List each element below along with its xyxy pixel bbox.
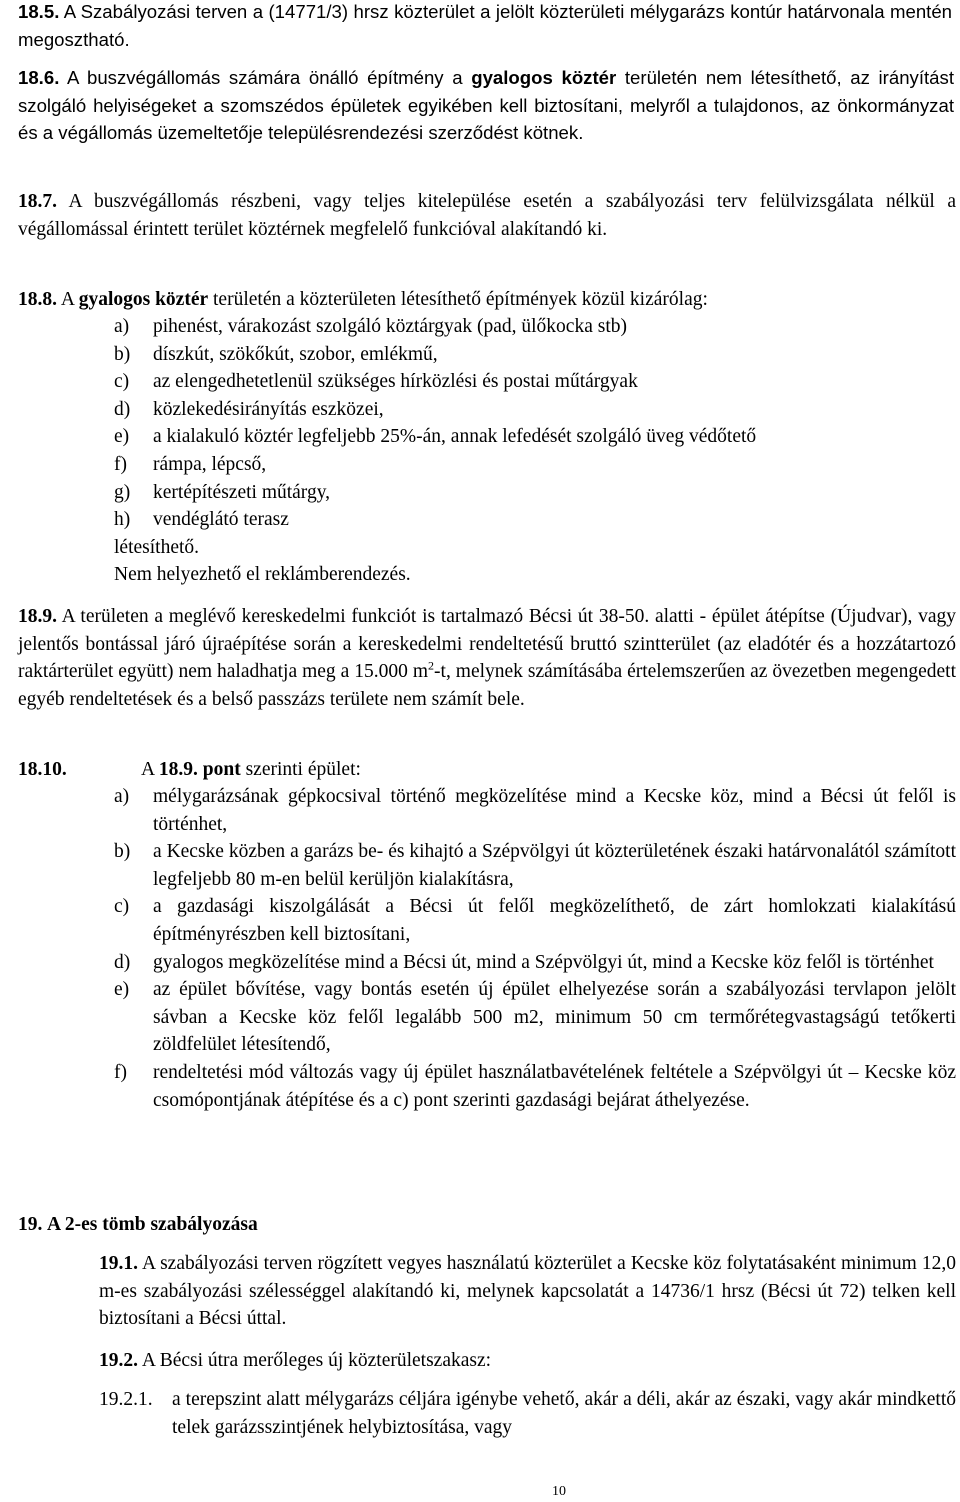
list-item-marker: d) (114, 951, 131, 973)
list-item (114, 423, 944, 451)
chapter-number: 19. (18, 1214, 43, 1235)
list-item (114, 341, 944, 369)
list-item-text: gyalogos megközelítése mind a Bécsi út, mind a Szépvölgyi út, mind a Kecske köz felől is történhet (153, 951, 934, 973)
list-item-text: vendéglátó terasz (153, 509, 289, 531)
section-19-2-1 (99, 1386, 956, 1441)
list-item-marker: b) (114, 343, 131, 365)
list-18-8 (114, 313, 944, 589)
list-item (114, 451, 944, 479)
section-text: A területen a meglévő kereskedelmi funkciót is tartalmazó Bécsi út 38-50. alatti - épület átépítse (Újudvar), vagy jelentős bontással járó újraépítése során a kereskedelmi rendeltetésű bruttó szintterület (az eladótér és a hozzátartozó raktárterület együtt) nem haladhatja meg a 15.000 m (18, 606, 956, 683)
section-text: A (141, 759, 159, 780)
list-item-text: rendeltetési mód változás vagy új épület használatbavételének feltétele a Szépvölgyi út – Kecske köz csomópontjának átépítése és a c) pont szerinti gazdasági bejárat áthelyezése. (153, 1061, 956, 1111)
list-item (114, 313, 944, 341)
list-item-marker: c) (114, 371, 130, 393)
section-number: 19.2. (99, 1350, 138, 1371)
section-number: 18.8. (18, 289, 57, 310)
list-item (114, 893, 956, 948)
list-item-marker: d) (114, 398, 131, 420)
list-item-marker: h) (114, 509, 131, 531)
list-item (114, 783, 956, 838)
list-item (114, 949, 956, 977)
list-item-marker: c) (114, 896, 130, 918)
emphasis-term: 18.9. pont (158, 759, 241, 780)
section-text: A buszvégállomás részbeni, vagy teljes kitelepülése esetén a szabályozási terv felülvizsgálata nélkül a végállomással érintett terület köztérnek megfelelő funkcióval alakítandó ki. (18, 191, 956, 240)
section-18-10 (18, 756, 956, 784)
list-item (114, 1059, 956, 1114)
section-text: A (60, 289, 79, 310)
emphasis-term: gyalogos köztér (471, 67, 617, 88)
list-item (114, 838, 956, 893)
section-number: 19.2.1. (99, 1389, 153, 1410)
list-item-text: mélygarázsának gépkocsival történő megközelítése mind a Kecske köz, mind a Bécsi út felől is történhet, (153, 786, 956, 835)
page-number: 10 (552, 1484, 566, 1499)
list-item-marker: e) (114, 426, 130, 448)
section-number: 18.7. (18, 191, 57, 212)
list-item-text: a gazdasági kiszolgálását a Bécsi út felől megközelíthető, de zárt homlokzati kialakítású építményrészben kell biztosítani, (153, 896, 956, 945)
section-number: 18.9. (18, 606, 57, 627)
list-item-marker: a) (114, 786, 130, 807)
list-item-marker: g) (114, 481, 131, 503)
list-item-text: az elengedhetetlenül szükséges hírközlési és postai műtárgyak (153, 371, 638, 393)
section-18-8 (18, 286, 956, 314)
chapter-title: A 2-es tömb szabályozása (47, 1214, 258, 1235)
list-item-text: a kialakuló köztér legfeljebb 25%-án, annak lefedését szolgáló üveg védőtető (153, 426, 757, 448)
list-closing: létesíthető. (114, 536, 200, 558)
list-item-text: díszkút, szökőkút, szobor, emlékmű, (153, 343, 438, 365)
section-text-cont: területén nem létesíthető, az irányítást szolgáló helyiségeket a szomszédos épületek egyikében kell biztosítani, melyről a tulajdonos, az önkormányzat és a végállomás üzemeltetője településrendezési szerződést kötnek. (18, 67, 954, 144)
section-19-2 (99, 1347, 956, 1375)
list-note: Nem helyezhető el reklámberendezés. (114, 564, 411, 586)
section-number: 18.5. (18, 1, 60, 22)
list-18-10 (114, 783, 956, 1114)
section-text-cont: szerinti épület: (240, 759, 361, 780)
section-text: A buszvégállomás számára önálló építmény a (66, 67, 472, 88)
list-item (114, 396, 944, 424)
section-18-5 (18, 0, 952, 53)
list-item-marker: a) (114, 316, 130, 337)
section-number: 19.1. (99, 1253, 138, 1274)
list-item-marker: f) (114, 1061, 127, 1083)
section-18-6 (18, 64, 954, 147)
section-text: A Bécsi útra merőleges új közterületszakasz: (141, 1350, 492, 1371)
list-item (114, 479, 944, 507)
section-text-cont: -t, melynek számításába értelemszerűen az övezetben megengedett egyéb rendeltetések és a belső passzázs területe nem számít bele. (18, 661, 956, 710)
list-item-marker: b) (114, 841, 131, 863)
section-19-1 (99, 1250, 956, 1333)
list-item (114, 506, 944, 534)
list-item-text: a Kecske közben a garázs be- és kihajtó a Szépvölgyi út közterületének északi határvonalától számított legfeljebb 80 m-en belül kerüljön kialakításra, (153, 841, 956, 890)
section-text: A Szabályozási terven a (14771/3) hrsz közterület a jelölt közterületi mélygarázs kontúr határvonala mentén megosztható. (18, 1, 953, 50)
list-item-text: kertépítészeti műtárgy, (153, 481, 331, 503)
list-item-text: rámpa, lépcső, (153, 453, 267, 475)
section-18-9 (18, 603, 956, 713)
list-item-text: közlekedésirányítás eszközei, (153, 398, 384, 420)
superscript: 2 (428, 658, 435, 673)
section-text: A szabályozási terven rögzített vegyes használatú közterület a Kecske köz folytatásaként minimum 12,0 m-es szabályozási szélességgel alakítandó ki, melynek kapcsolatát a 14736/1 hrsz (Bécsi út 72) telken kell biztosítani a Bécsi úttal. (99, 1253, 956, 1330)
section-text: a terepszint alatt mélygarázs céljára igénybe vehető, akár a déli, akár az északi, vagy akár mindkettő telek garázsszintjének helybiztosítása, vagy (172, 1389, 956, 1438)
list-item-marker: f) (114, 453, 127, 475)
list-item-marker: e) (114, 979, 130, 1001)
list-item (114, 976, 956, 1059)
emphasis-term: gyalogos köztér (78, 289, 209, 310)
list-item (114, 368, 944, 396)
list-item-text: az épület bővítése, vagy bontás esetén új épület elhelyezése során a szabályozási tervlapon jelölt sávban a Kecske köz felől legalább 500 m2, minimum 50 cm termőrétegvastagságú tetőkerti zöldfelület létesítendő, (153, 979, 956, 1056)
list-item-text: pihenést, várakozást szolgáló köztárgyak (pad, ülőkocka stb) (153, 316, 627, 337)
section-18-7 (18, 188, 956, 243)
section-text-cont: területén a közterületen létesíthető építmények közül kizárólag: (208, 289, 708, 310)
chapter-19-heading (18, 1211, 918, 1239)
section-number: 18.6. (18, 67, 60, 88)
section-number: 18.10. (18, 759, 67, 780)
